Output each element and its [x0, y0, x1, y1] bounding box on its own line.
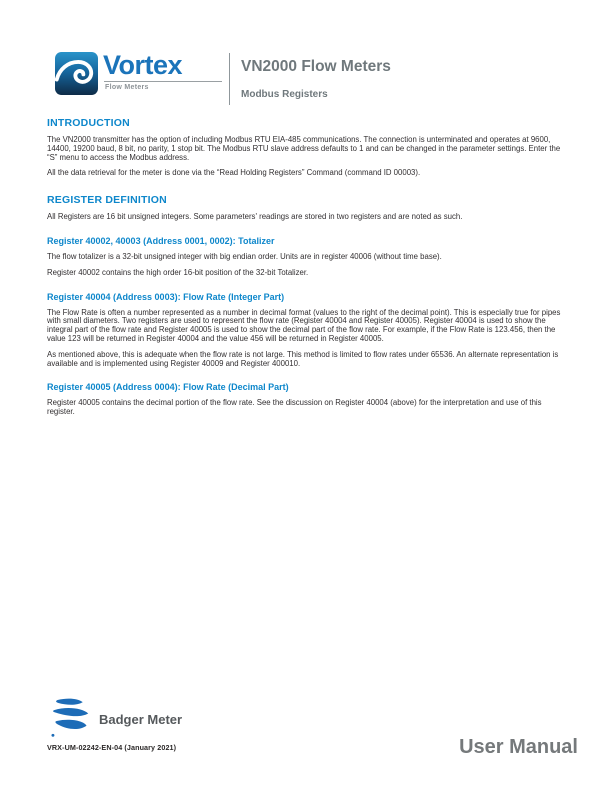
section-heading-register-definition: REGISTER DEFINITION: [47, 194, 167, 207]
paragraph-flow-rate-integer-1: The Flow Rate is often a number represented as a number in decimal format (values to the right of the decimal point). This is especially true for pipes with small diameters. Two registers are used to represent the flow rate (Register 40004 and Register 40005). Register 40004 is used to show the integral part of the flow rate and Register 40005 is used to show the decimal part of the flow rate. For example, if the Flow Rate is 123.456, then the value 123 will be returned in Register 40004 and the value 456 will be returned in Register 40005.: [47, 307, 561, 343]
paragraph-flow-rate-integer-2: As mentioned above, this is adequate when the flow rate is not large. This method is limited to flow rates under 65536. An alternate representation is available and is implemented using Register 40009 and Register 400010.: [47, 349, 559, 368]
paragraph-totalizer-2: Register 40002 contains the high order 16-bit position of the 32-bit Totalizer.: [47, 267, 309, 277]
doc-title: VN2000 Flow Meters: [241, 58, 391, 75]
vortex-logo: [103, 50, 223, 91]
paragraph-intro-1: The VN2000 transmitter has the option of including Modbus RTU EIA-485 communications. The connection is unterminated and operates at 9600, 14400, 19200 baud, 8 bit, no parity, 1 stop bit. The Modbus RTU slave address defaults to 1 and can be changed in the parameter settings. Enter the “S” menu to access the Modbus address.: [47, 135, 561, 162]
doc-subtitle: Modbus Registers: [241, 89, 328, 100]
brand-rule-divider: [104, 81, 222, 82]
brand-tagline: Flow Meters: [105, 84, 149, 91]
paragraph-flow-rate-decimal-1: Register 40005 contains the decimal portion of the flow rate. See the discussion on Register 40004 (above) for the interpretation and use of this register.: [47, 398, 542, 417]
vortex-wave-icon: [55, 51, 98, 96]
badger-meter-b-wave-icon: [50, 697, 92, 740]
header-divider: [229, 53, 230, 105]
footer-brand-name: Badger Meter: [99, 712, 183, 727]
paragraph-registers-1: All Registers are 16 bit unsigned integers. Some parameters' readings are stored in two registers and are noted as such.: [47, 212, 463, 222]
brand-name: Vortex: [103, 50, 183, 80]
subsection-heading-flow-rate-integer: Register 40004 (Address 0003): Flow Rate (Integer Part): [47, 291, 285, 302]
subsection-heading-flow-rate-decimal: Register 40005 (Address 0004): Flow Rate (Decimal Part): [47, 382, 289, 393]
doc-number: VRX-UM-02242-EN-04 (January 2021): [47, 743, 177, 752]
document-body: [47, 117, 565, 424]
paragraph-totalizer-1: The flow totalizer is a 32-bit unsigned integer with big endian order. Units are in register 40006 (without time base).: [47, 251, 442, 261]
paragraph-intro-2: All the data retrieval for the meter is done via the “Read Holding Registers” Command (command ID 00003).: [47, 168, 421, 178]
subsection-heading-totalizer: Register 40002, 40003 (Address 0001, 0002): Totalizer: [47, 235, 275, 246]
section-heading-introduction: INTRODUCTION: [47, 117, 130, 129]
doc-type-label: User Manual: [459, 736, 578, 758]
